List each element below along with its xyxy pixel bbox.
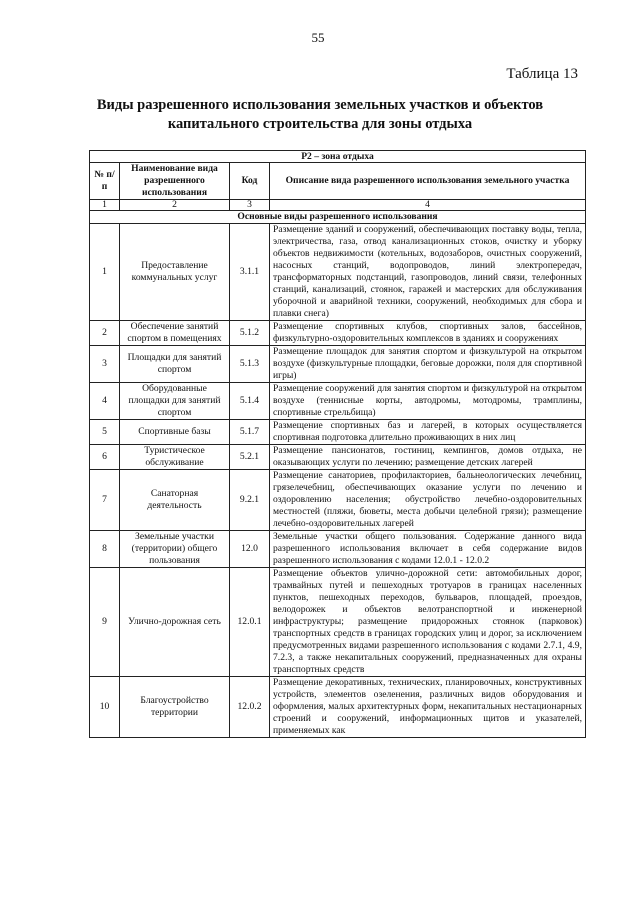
section-title: Основные виды разрешенного использования <box>90 211 586 224</box>
row-name: Обеспечение занятий спортом в помещениях <box>120 321 230 346</box>
row-number: 5 <box>90 420 120 445</box>
row-number: 1 <box>90 224 120 321</box>
row-code: 12.0 <box>230 531 270 568</box>
row-code: 5.1.7 <box>230 420 270 445</box>
row-number: 9 <box>90 568 120 677</box>
row-name: Площадки для занятий спортом <box>120 346 230 383</box>
row-description: Размещение площадок для занятия спортом и физкультурой на открытом воздухе (физкультурные площадки, беговые дорожки, поля для спортивной игры) <box>270 346 586 383</box>
row-name: Предоставление коммунальных услуг <box>120 224 230 321</box>
header-name: Наименование вида разрешенного использования <box>120 163 230 200</box>
row-description: Размещение объектов улично-дорожной сети: автомобильных дорог, трамвайных путей и пешеходных тротуаров в границах населенных пунктов, пешеходных переходов, бульваров, площадей, проездов, велодорожек и объектов велотранспортной и инженерной инфраструктуры; размещение придорожных стоянок (парковок) транспортных средств в границах городских улиц и дорог, за исключением предусмотренных видами разрешенного использования с кодами 2.7.1, 4.9, 7.2.3, а также некапитальных сооружений, предназначенных для охраны транспортных средств <box>270 568 586 677</box>
header-desc: Описание вида разрешенного использования земельного участка <box>270 163 586 200</box>
table-body <box>90 224 586 738</box>
row-name: Санаторная деятельность <box>120 470 230 531</box>
table-row <box>90 677 586 738</box>
row-description: Размещение спортивных клубов, спортивных залов, бассейнов, физкультурно-оздоровительных комплексов в зданиях и сооружениях <box>270 321 586 346</box>
row-code: 5.2.1 <box>230 445 270 470</box>
row-number: 10 <box>90 677 120 738</box>
page-number: 55 <box>311 30 325 45</box>
row-name: Спортивные базы <box>120 420 230 445</box>
table-row <box>90 445 586 470</box>
title-line-2: капитального строительства для зоны отдыха <box>167 116 473 132</box>
row-code: 5.1.4 <box>230 383 270 420</box>
row-description: Размещение пансионатов, гостиниц, кемпингов, домов отдыха, не оказывающих услуги по лечению; размещение детских лагерей <box>270 445 586 470</box>
table-row <box>90 383 586 420</box>
row-number: 3 <box>90 346 120 383</box>
table-row <box>90 346 586 383</box>
row-description: Размещение спортивных баз и лагерей, в которых осуществляется спортивная подготовка длительно проживающих в них лиц <box>270 420 586 445</box>
row-description: Размещение санаториев, профилакториев, бальнеологических лечебниц, грязелечебниц, обеспечивающих оказание услуги по лечению и оздоровлению населения; обустройство лечебно-оздоровительных местностей (пляжи, бюветы, места добычи целебной грязи); размещение лечебно-оздоровительных лагерей <box>270 470 586 531</box>
row-description: Размещение сооружений для занятия спортом и физкультурой на открытом воздухе (теннисные корты, автодромы, мотодромы, трамплины, спортивные стрельбища) <box>270 383 586 420</box>
header-code: Код <box>230 163 270 200</box>
column-header-row <box>90 163 586 200</box>
row-code: 12.0.2 <box>230 677 270 738</box>
row-number: 2 <box>90 321 120 346</box>
table-row <box>90 224 586 321</box>
row-name: Благоустройство территории <box>120 677 230 738</box>
col-number: 3 <box>230 200 270 211</box>
row-code: 3.1.1 <box>230 224 270 321</box>
row-name: Оборудованные площадки для занятий спортом <box>120 383 230 420</box>
row-description: Размещение декоративных, технических, планировочных, конструктивных устройств, элементов озеленения, различных видов оборудования и оформления, малых архитектурных форм, некапитальных нестационарных строений и сооружений, информационных щитов и указателей, применяемых как <box>270 677 586 738</box>
document-title <box>70 96 570 134</box>
table-row <box>90 531 586 568</box>
row-code: 5.1.2 <box>230 321 270 346</box>
row-number: 4 <box>90 383 120 420</box>
header-num: № п/п <box>90 163 120 200</box>
row-name: Туристическое обслуживание <box>120 445 230 470</box>
table-row <box>90 470 586 531</box>
section-row <box>90 211 586 224</box>
row-code: 12.0.1 <box>230 568 270 677</box>
table-row <box>90 568 586 677</box>
row-name: Улично-дорожная сеть <box>120 568 230 677</box>
zone-header: Р2 – зона отдыха <box>90 151 586 163</box>
row-name: Земельные участки (территории) общего пользования <box>120 531 230 568</box>
col-number: 2 <box>120 200 230 211</box>
col-number: 1 <box>90 200 120 211</box>
row-number: 8 <box>90 531 120 568</box>
row-code: 5.1.3 <box>230 346 270 383</box>
title-line-1: Виды разрешенного использования земельных участков и объектов <box>96 97 544 113</box>
row-description: Земельные участки общего пользования. Содержание данного вида разрешенного использования включает в себя содержание видов разрешенного использования с кодами 12.0.1 - 12.0.2 <box>270 531 586 568</box>
land-use-table <box>89 150 586 738</box>
row-code: 9.2.1 <box>230 470 270 531</box>
row-number: 6 <box>90 445 120 470</box>
zone-header-row <box>90 151 586 163</box>
row-description: Размещение зданий и сооружений, обеспечивающих поставку воды, тепла, электричества, газа, отвод канализационных стоков, очистку и уборку объектов недвижимости (котельных, водозаборов, очистных сооружений, насосных станций, водопроводов, линий электропередач, трансформаторных подстанций, газопроводов, линий связи, телефонных станций, канализаций, стоянок, гаражей и мастерских для обслуживания уборочной и аварийной техники, сооружений, необходимых для сбора и плавки снега) <box>270 224 586 321</box>
table-row <box>90 321 586 346</box>
column-number-row <box>90 200 586 211</box>
row-number: 7 <box>90 470 120 531</box>
table-row <box>90 420 586 445</box>
col-number: 4 <box>270 200 586 211</box>
table-label: Таблица 13 <box>506 66 578 82</box>
